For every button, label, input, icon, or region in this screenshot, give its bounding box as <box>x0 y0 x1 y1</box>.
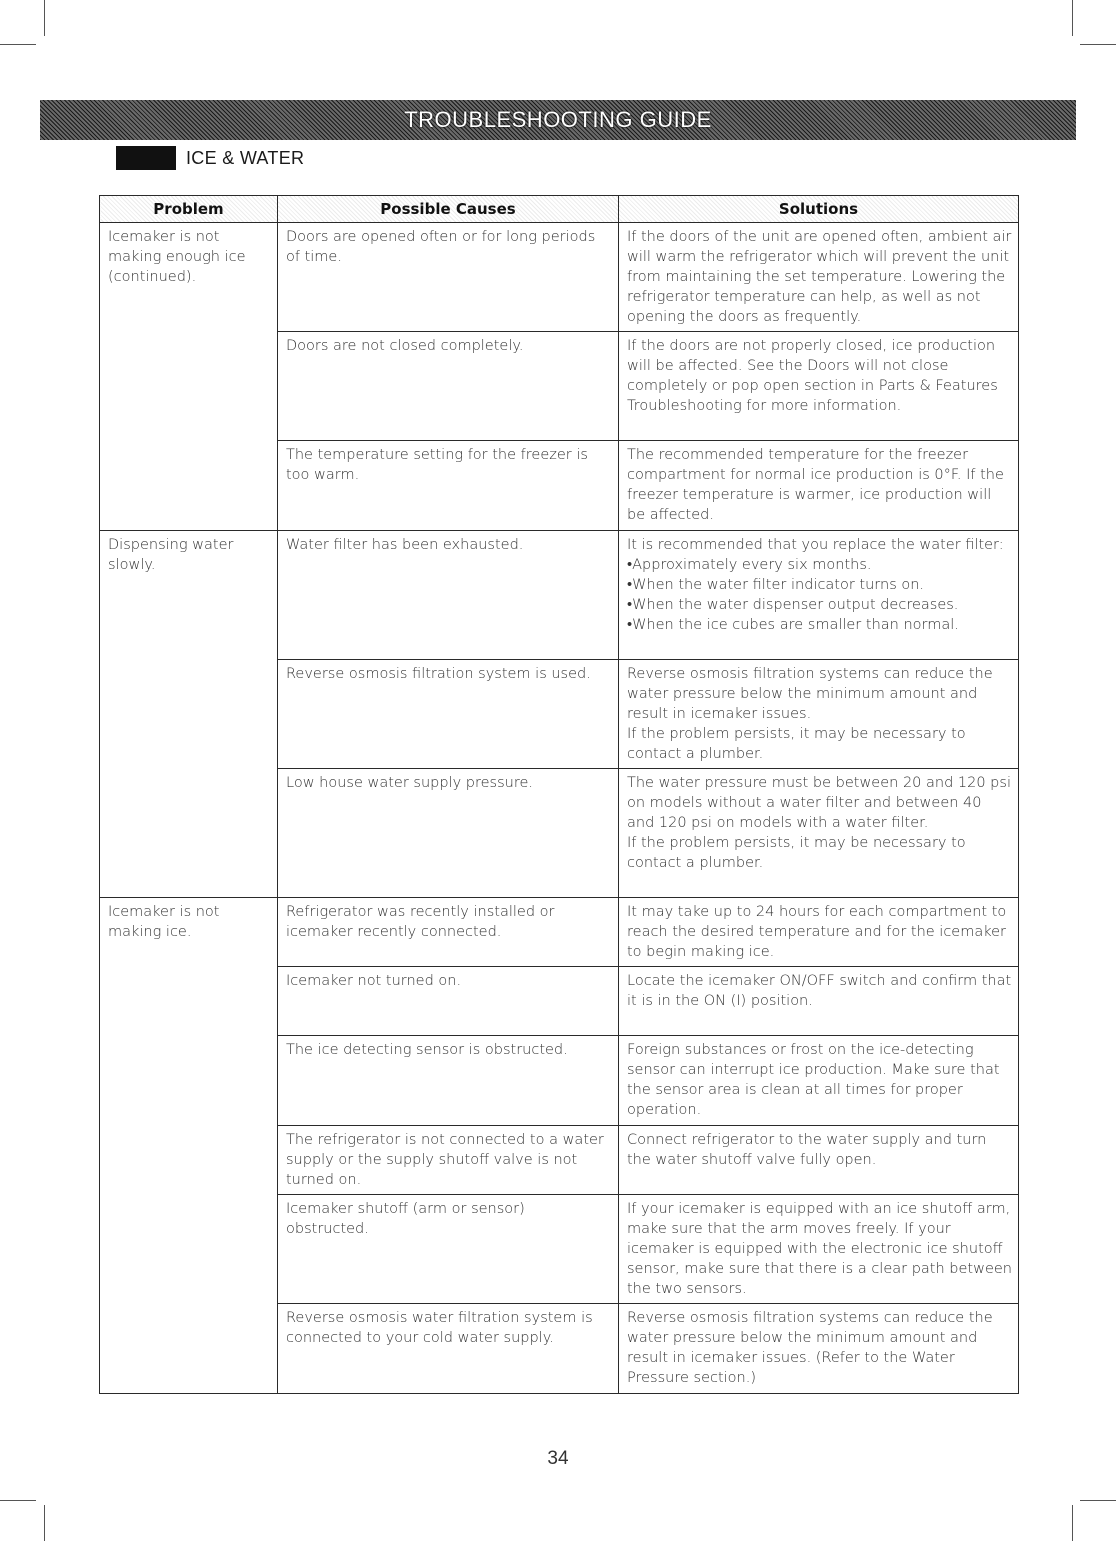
section-header <box>116 146 304 170</box>
problem-cell: Icemaker is not making enough ice (continued). <box>100 223 278 531</box>
solution-cell: It is recommended that you replace the water filter: •Approximately every six months. •When the water filter indicator turns on. •When the water dispenser output decreases. •When the ice cubes are smaller than normal. <box>619 531 1019 660</box>
cause-cell: Reverse osmosis filtration system is used. <box>278 660 619 769</box>
page-number: 34 <box>547 1448 569 1469</box>
crop-mark <box>1080 1500 1116 1501</box>
problem-cell: Icemaker is not making ice. <box>100 898 278 1394</box>
table-header-row <box>100 196 1019 223</box>
title-banner <box>40 100 1076 140</box>
cause-cell: Icemaker not turned on. <box>278 967 619 1036</box>
crop-mark <box>0 44 36 45</box>
solution-cell: If the doors are not properly closed, ice production will be affected. See the Doors will not close completely or pop open section in Parts & Features Troubleshooting for more information. <box>619 332 1019 441</box>
cause-cell: The ice detecting sensor is obstructed. <box>278 1036 619 1126</box>
header-problem: Problem <box>100 196 278 223</box>
crop-mark <box>1072 1505 1073 1541</box>
solution-cell: If your icemaker is equipped with an ice shutoff arm, make sure that the arm moves freely. If your icemaker is equipped with the electronic ice shutoff sensor, make sure that there is a clear path between the two sensors. <box>619 1195 1019 1304</box>
header-possible-causes: Possible Causes <box>278 196 619 223</box>
cause-cell: Reverse osmosis water filtration system is connected to your cold water supply. <box>278 1304 619 1394</box>
solution-cell: Foreign substances or frost on the ice-detecting sensor can interrupt ice production. Make sure that the sensor area is clean at all times for proper operation. <box>619 1036 1019 1126</box>
crop-mark <box>44 0 45 36</box>
crop-mark <box>0 1500 36 1501</box>
solution-cell: If the doors of the unit are opened often, ambient air will warm the refrigerator which will prevent the unit from maintaining the set temperature. Lowering the refrigerator temperature can help, as well as not opening the doors as frequently. <box>619 223 1019 332</box>
cause-cell: Doors are not closed completely. <box>278 332 619 441</box>
crop-mark <box>44 1505 45 1541</box>
section-marker-block <box>116 146 176 170</box>
solution-cell: It may take up to 24 hours for each compartment to reach the desired temperature and for the icemaker to begin making ice. <box>619 898 1019 967</box>
table-row <box>100 531 1019 660</box>
cause-cell: Refrigerator was recently installed or icemaker recently connected. <box>278 898 619 967</box>
troubleshooting-table <box>99 195 1019 1394</box>
header-solutions: Solutions <box>619 196 1019 223</box>
problem-cell: Dispensing water slowly. <box>100 531 278 898</box>
crop-mark <box>1080 44 1116 45</box>
section-title: ICE & WATER <box>186 147 305 168</box>
solution-cell: Reverse osmosis filtration systems can reduce the water pressure below the minimum amount and result in icemaker issues. (Refer to the Water Pressure section.) <box>619 1304 1019 1394</box>
cause-cell: The temperature setting for the freezer is too warm. <box>278 441 619 531</box>
cause-cell: The refrigerator is not connected to a water supply or the supply shutoff valve is not turned on. <box>278 1126 619 1195</box>
solution-cell: The water pressure must be between 20 and 120 psi on models without a water filter and between 40 and 120 psi on models with a water filter. If the problem persists, it may be necessary to contact a plumber. <box>619 769 1019 898</box>
solution-cell: Connect refrigerator to the water supply and turn the water shutoff valve fully open. <box>619 1126 1019 1195</box>
cause-cell: Water filter has been exhausted. <box>278 531 619 660</box>
solution-cell: Reverse osmosis filtration systems can reduce the water pressure below the minimum amount and result in icemaker issues. If the problem persists, it may be necessary to contact a plumber. <box>619 660 1019 769</box>
table-row <box>100 223 1019 332</box>
cause-cell: Icemaker shutoff (arm or sensor) obstructed. <box>278 1195 619 1304</box>
solution-cell: Locate the icemaker ON/OFF switch and confirm that it is in the ON (I) position. <box>619 967 1019 1036</box>
cause-cell: Doors are opened often or for long periods of time. <box>278 223 619 332</box>
page-title: TROUBLESHOOTING GUIDE <box>404 107 712 132</box>
solution-cell: The recommended temperature for the freezer compartment for normal ice production is 0°F. If the freezer temperature is warmer, ice production will be affected. <box>619 441 1019 531</box>
crop-mark <box>1072 0 1073 36</box>
table-row <box>100 898 1019 967</box>
table-body <box>100 223 1019 1394</box>
cause-cell: Low house water supply pressure. <box>278 769 619 898</box>
